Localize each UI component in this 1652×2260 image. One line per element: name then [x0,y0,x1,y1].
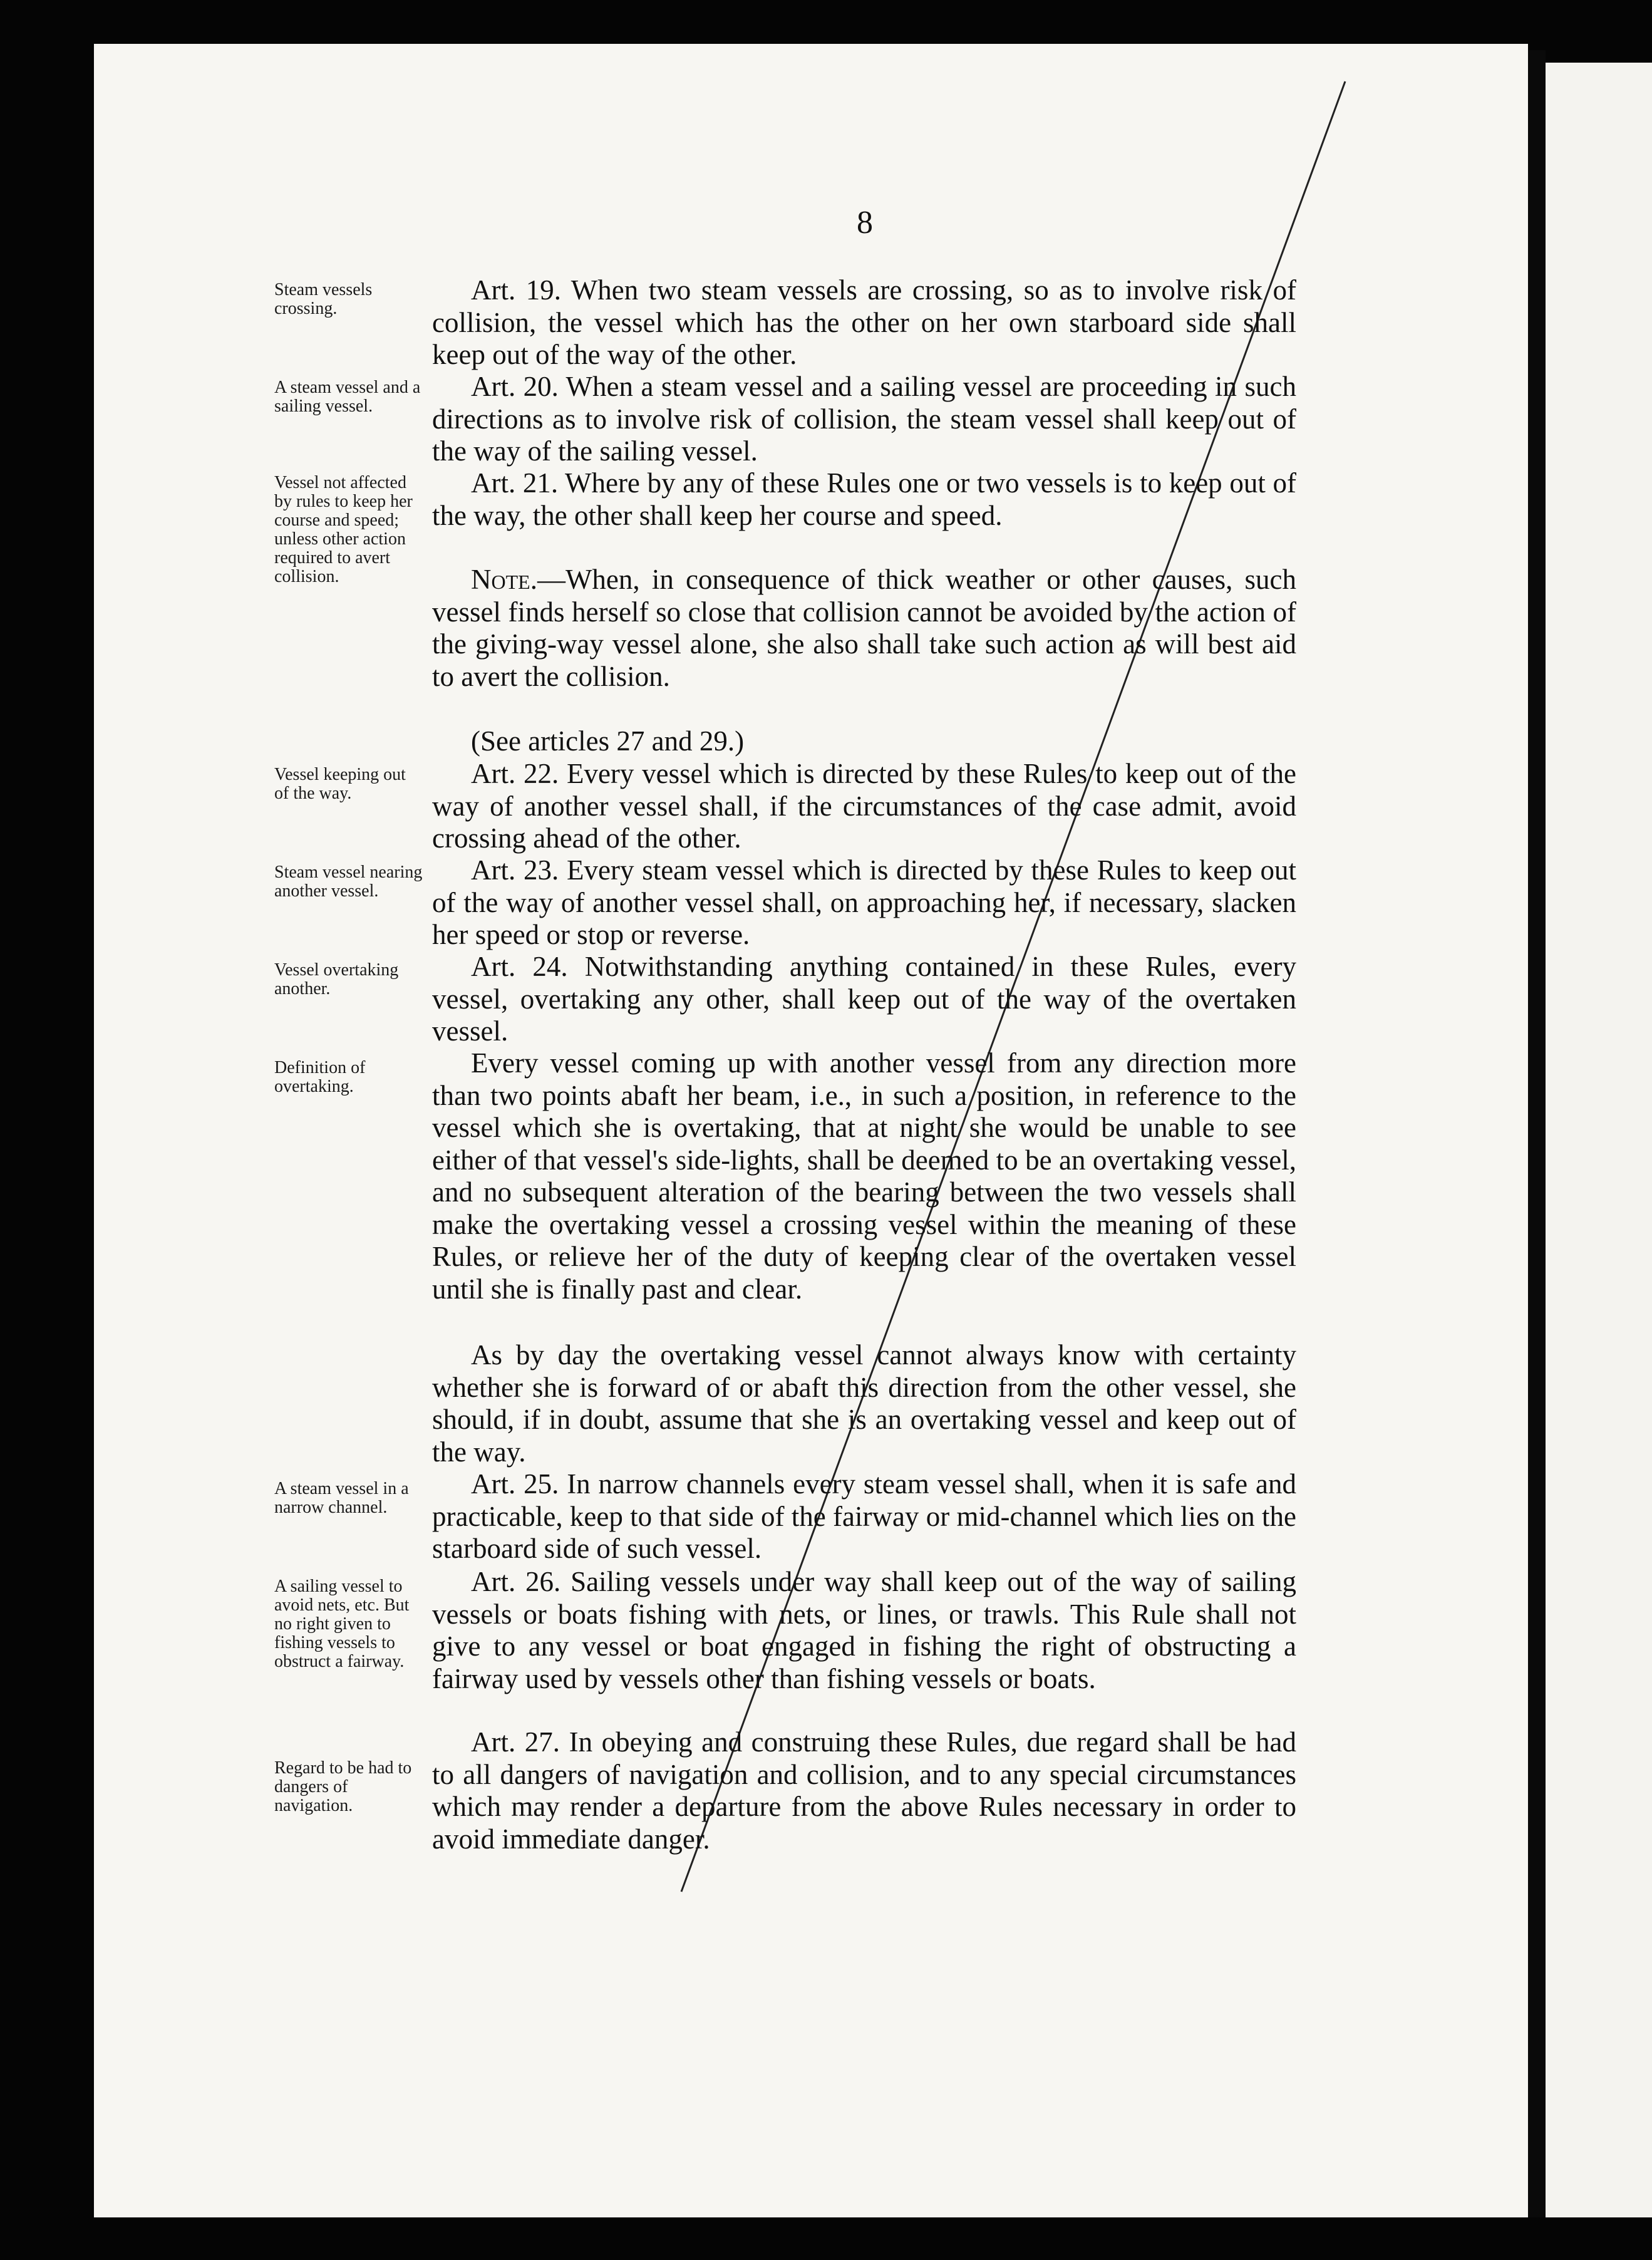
article-paragraph: Art. 24. Notwithstanding anything contained in these Rules, every vessel, overtaking any other, shall keep out of the way of the overtaken vessel. [432,951,1296,1047]
margin-note: A steam vessel and a sailing vessel. [274,378,421,416]
article-paragraph: Art. 25. In narrow channels every steam vessel shall, when it is safe and practicable, keep to that side of the fairway or mid-channel which lies on the starboard side of such vessel. [432,1468,1296,1564]
margin-note: A steam vessel in a narrow channel. [274,1479,409,1517]
margin-note: Steam vessels crossing. [274,280,373,318]
margin-note: Definition of overtaking. [274,1058,366,1096]
article-paragraph: Every vessel coming up with another vessel from any direction more than two points abaft her beam, i.e., in such a position, in reference to the vessel which she is overtaking, that at night she would be unable to see either of that vessel's side-lights, shall be deemed to be an overtaking vessel, and no subsequent alteration of the bearing between the two vessels shall make the overtaking vessel a crossing vessel within the meaning of these Rules, or relieve her of the duty of keeping clear of the overtaken vessel until she is finally past and clear. [432,1047,1296,1305]
article-paragraph: Art. 19. When two steam vessels are crossing, so as to involve risk of collision, the vessel which has the other on her own starboard side shall keep out of the way of the other. [432,274,1296,370]
article-paragraph: Art. 22. Every vessel which is directed by these Rules to keep out of the way of another vessel shall, if the circumstances of the case admit, avoid crossing ahead of the other. [432,758,1296,854]
article-paragraph: As by day the overtaking vessel cannot always know with certainty whether she is forward of or abaft this direction from the other vessel, she should, if in doubt, assume that she is an overtaking vessel and keep out of the way. [432,1339,1296,1468]
article-paragraph: Art. 23. Every steam vessel which is directed by these Rules to keep out of the way of another vessel shall, on approaching her, if necessary, slacken her speed or stop or reverse. [432,854,1296,950]
margin-note: Vessel not affected by rules to keep her course and speed; unless other action required to avert collision. [274,473,413,586]
margin-note: Vessel keeping out of the way. [274,765,406,803]
note-label: Note. [471,564,537,595]
margin-note: Regard to be had to dangers of navigation. [274,1758,412,1815]
article-paragraph: Art. 21. Where by any of these Rules one or two vessels is to keep out of the way, the other shall keep her course and speed. [432,467,1296,531]
article-paragraph: Art. 20. When a steam vessel and a sailing vessel are proceeding in such directions as to involve risk of collision, the steam vessel shall keep out of the way of the sailing vessel. [432,371,1296,467]
note-text: —When, in consequence of thick weather or other causes, such vessel finds herself so close that collision cannot be avoided by the action of the giving-way vessel alone, she also shall take such action as will best aid to avert the collision. [432,564,1296,692]
cross-reference: (See articles 27 and 29.) [471,725,745,757]
article-paragraph: Art. 26. Sailing vessels under way shall keep out of the way of sailing vessels or boats fishing with nets, or lines, or trawls. This Rule shall not give to any vessel or boat engaged in fishing the right of obstructing a fairway used by vessels other than fishing vessels or boats. [432,1566,1296,1694]
page-number: 8 [857,205,873,241]
margin-note: Vessel overtaking another. [274,960,399,998]
margin-note: Steam vessel nearing another vessel. [274,863,423,901]
margin-note: A sailing vessel to avoid nets, etc. But no right given to fishing vessels to obstruct a fairway. [274,1577,410,1671]
article-paragraph: Art. 27. In obeying and construing these Rules, due regard shall be had to all dangers of navigation and collision, and to any special circumstances which may render a departure from the above Rules necessary in order to avoid immediate danger. [432,1726,1296,1855]
note-paragraph [432,564,1296,693]
